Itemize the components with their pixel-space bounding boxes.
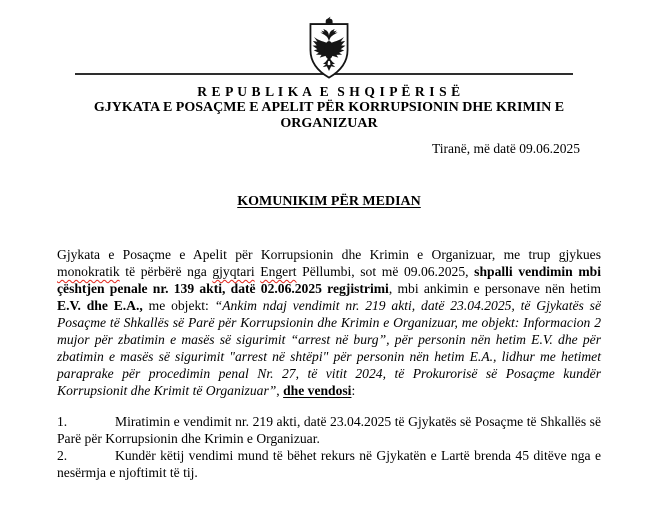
decision-number: 2. <box>57 448 68 463</box>
decision-number: 1. <box>57 414 68 429</box>
body-paragraph: Gjykata e Posaçme e Apelit për Korrupsionin dhe Krimin e Organizuar, me trup gjykues monokratik të përbërë nga gjyqtari Engert Pëllumbi, sot më 09.06.2025, shpalli vendimin mbi çështjen penale nr. 139 akti, datë 02.06.2025 regjistrimi, mbi ankimin e personave nën hetim E.V. dhe E.A., me objekt: “Ankim ndaj vendimit nr. 219 akti, datë 23.04.2025, të Gjykatës së Posaçme të Shkallës së Parë për Korrupsionin dhe Krimin e Organizuar, me objekt: Informacion 2 mujor për zbatimin e masës së sigurimit “arrest në burg”, për personin nën hetim E.V. dhe për zbatimin e masës së sigurimit "arrest në shtëpi" për personin nën hetim E.A., lidhur me hetimet paraprake për procedimin penal Nr. 27, të vitit 2024, të Prokurorisë së Posaçme kundër Korrupsionit dhe Krimit të Organizuar”, dhe vendosi: <box>57 247 601 398</box>
republic-line: R E P U B L I K A E S H Q I P Ë R I S Ë <box>197 84 461 99</box>
decision-text: Miratimin e vendimit nr. 219 akti, datë 23.04.2025 të Gjykatës së Posaçme të Shkallës së Parë për Korrupsionin dhe Krimin e Organizuar. <box>57 414 601 446</box>
decision-item <box>57 447 601 481</box>
decisions-list <box>57 413 601 481</box>
court-name: GJYKATA E POSAÇME E APELIT PËR KORRUPSIONIN DHE KRIMIN E ORGANIZUAR <box>93 100 565 131</box>
albania-eagle-emblem-icon <box>299 16 359 83</box>
press-release-title: KOMUNIKIM PËR MEDIAN <box>237 194 421 209</box>
date-line: Tiranë, më datë 09.06.2025 <box>432 141 580 156</box>
decision-text: Kundër këtij vendimi mund të bëhet rekurs në Gjykatën e Lartë brenda 45 ditëve nga e nesërmja e njoftimit të tij. <box>57 448 601 480</box>
decision-item <box>57 413 601 447</box>
